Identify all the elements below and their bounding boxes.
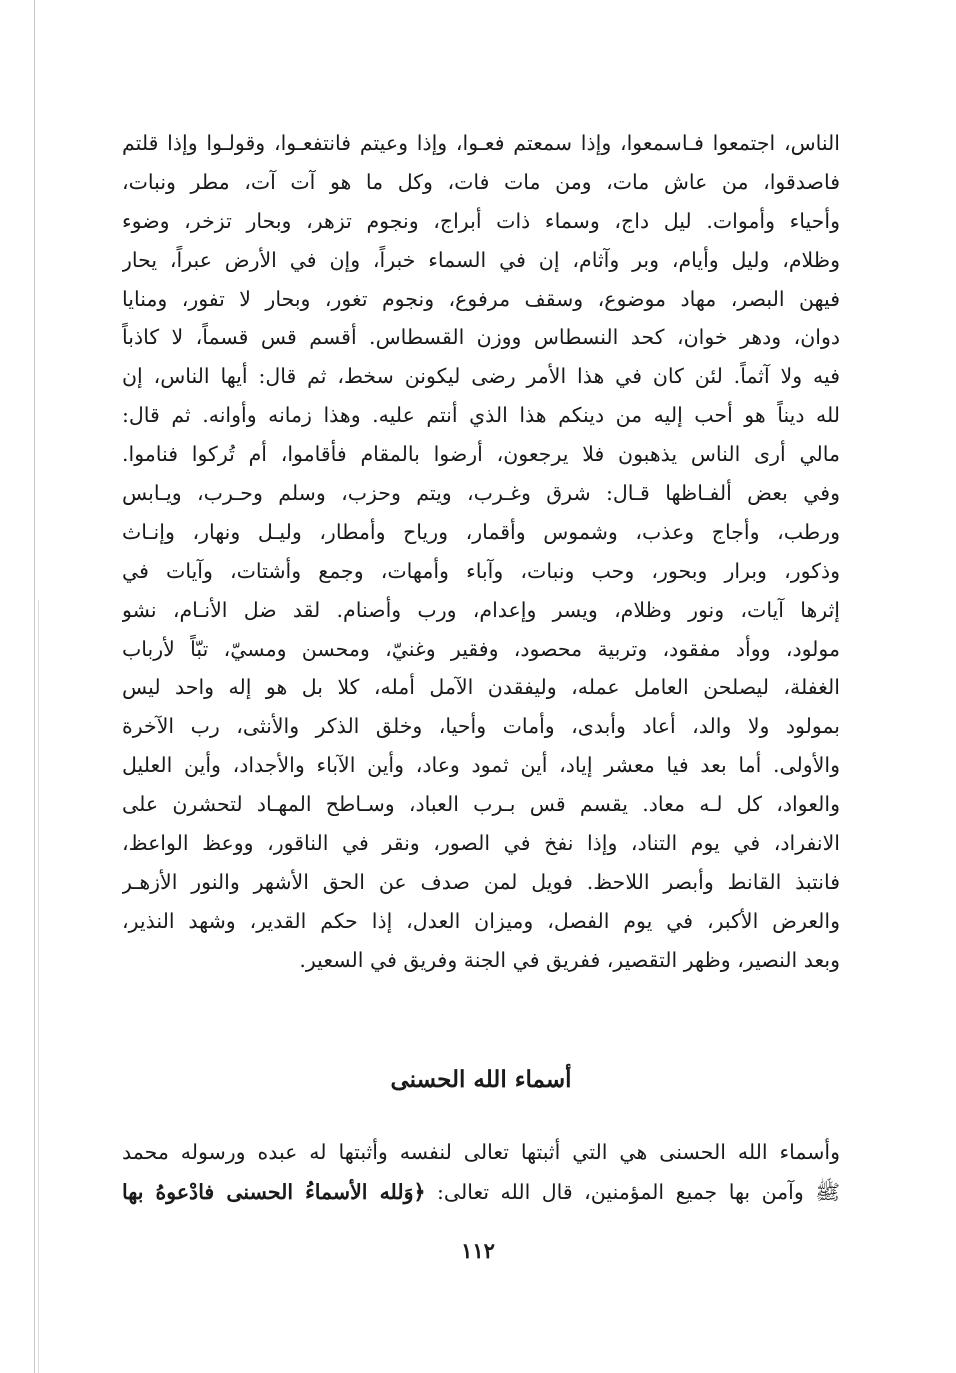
body-line: وأحياء وأموات. ليل داج، وسماء ذات أبراج، ونجوم تزهر، وبحار تزخر، وضوء <box>122 208 840 233</box>
section-heading: أسماء الله الحسنى <box>390 1066 572 1093</box>
body-line: والعواد، كل لـه معاد. يقسم قس بـرب العباد، وسـاطح المهـاد لتحشرن على <box>122 792 840 817</box>
body-line: والعرض الأكبر، في يوم الفصل، وميزان العدل، إذا حكم القدير، وشهد النذير، <box>122 908 840 933</box>
body-line: بمولود ولا والد، أعاد وأبدى، وأمات وأحيا، وخلق الذكر والأنثى، رب الآخرة <box>122 714 840 739</box>
body-text <box>122 124 840 980</box>
body-line: فانتبذ القانط وأبصر اللاحظ. فويل لمن صدف عن الحق الأشهر والنور الأزهـر <box>122 869 840 894</box>
body-line: مولود، ووأد مفقود، وتربية محصود، وفقير وغنيّ، ومحسن ومسيّ، تبّاً لأرباب <box>122 636 840 661</box>
body-line: الناس، اجتمعوا فـاسمعوا، وإذا سمعتم فعـوا، وإذا وعيتم فانتفعـوا، وقولـوا وإذا قلتم <box>122 131 840 155</box>
body-line: فاصدقوا، من عاش مات، ومن مات فات، وكل ما هو آت آت، مطر ونبات، <box>122 169 840 194</box>
binding-edge-line <box>34 0 35 1373</box>
paragraph-line-start: ﷺ وآمن بها جميع المؤمنين، قال الله تعالى: <box>425 1180 840 1204</box>
page-number: ١١٢ <box>461 1238 495 1263</box>
paragraph-line <box>122 1172 840 1212</box>
body-line: فيهن البصر، مهاد موضوع، وسقف مرفوع، ونجوم تغور، وبحار لا تفور، ومنايا <box>122 286 840 311</box>
body-line: الانفراد، في يوم التناد، وإذا نفخ في الصور، ونقر في الناقور، ووعظ الواعظ، <box>122 831 840 856</box>
body-line: دوان، ودهر خوان، كحد النسطاس ووزن القسطاس. أقسم قس قسماً، لا كاذباً <box>122 325 840 350</box>
body-line: فيه ولا آثماً. لئن كان في هذا الأمر رضى ليكونن سخط، ثم قال: أيها الناس، إن <box>122 364 840 389</box>
paragraph-line: وأسماء الله الحسنى هي التي أثبتها تعالى لنفسه وأثبتها له عبده ورسوله محمد <box>122 1140 840 1164</box>
body-line: وذكور، وبرار وبحور، وحب ونبات، وآباء وأمهات، وجمع وأشتات، وآيات في <box>122 558 840 583</box>
body-line: الغفلة، ليصلحن العامل عمله، وليفقدن الآمل أمله، كلا بل هو إله واحد ليس <box>122 675 840 700</box>
body-line: والأولى. أما بعد فيا معشر إياد، أين ثمود وعاد، وأين الآباء والأجداد، وأين العليل <box>122 753 840 778</box>
quran-verse: ﴿وَلله الأسماءُ الحسنى فادْعوهُ بها <box>122 1180 426 1204</box>
body-line: وبعد النصير، وظهر التقصير، ففريق في الجنة وفريق في السعير. <box>299 947 840 972</box>
section-paragraph <box>122 1132 840 1212</box>
body-line: إثرها آيات، ونور وظلام، ويسر وإعدام، ورب وأصنام. لقد ضل الأنـام، نشو <box>122 597 840 622</box>
body-line: ورطب، وأجاج وعذب، وشموس وأقمار، ورياح وأمطار، وليـل ونهار، وإنـاث <box>122 519 840 544</box>
body-line: لله ديناً هو أحب إليه من دينكم هذا الذي أنتم عليه. وهذا زمانه وأوانه. ثم قال: <box>122 403 840 428</box>
body-line: مالي أرى الناس يذهبون فلا يرجعون، أرضوا بالمقام فأقاموا، أم تُركوا فناموا. <box>122 442 840 467</box>
body-line: وظلام، وليل وأيام، وبر وآثام، إن في السماء خبراً، وإن في الأرض عبراً، يحار <box>122 247 840 272</box>
body-line: وفي بعض ألفـاظها قـال: شرق وغـرب، ويتم وحزب، وسلم وحـرب، ويـابس <box>122 481 840 506</box>
